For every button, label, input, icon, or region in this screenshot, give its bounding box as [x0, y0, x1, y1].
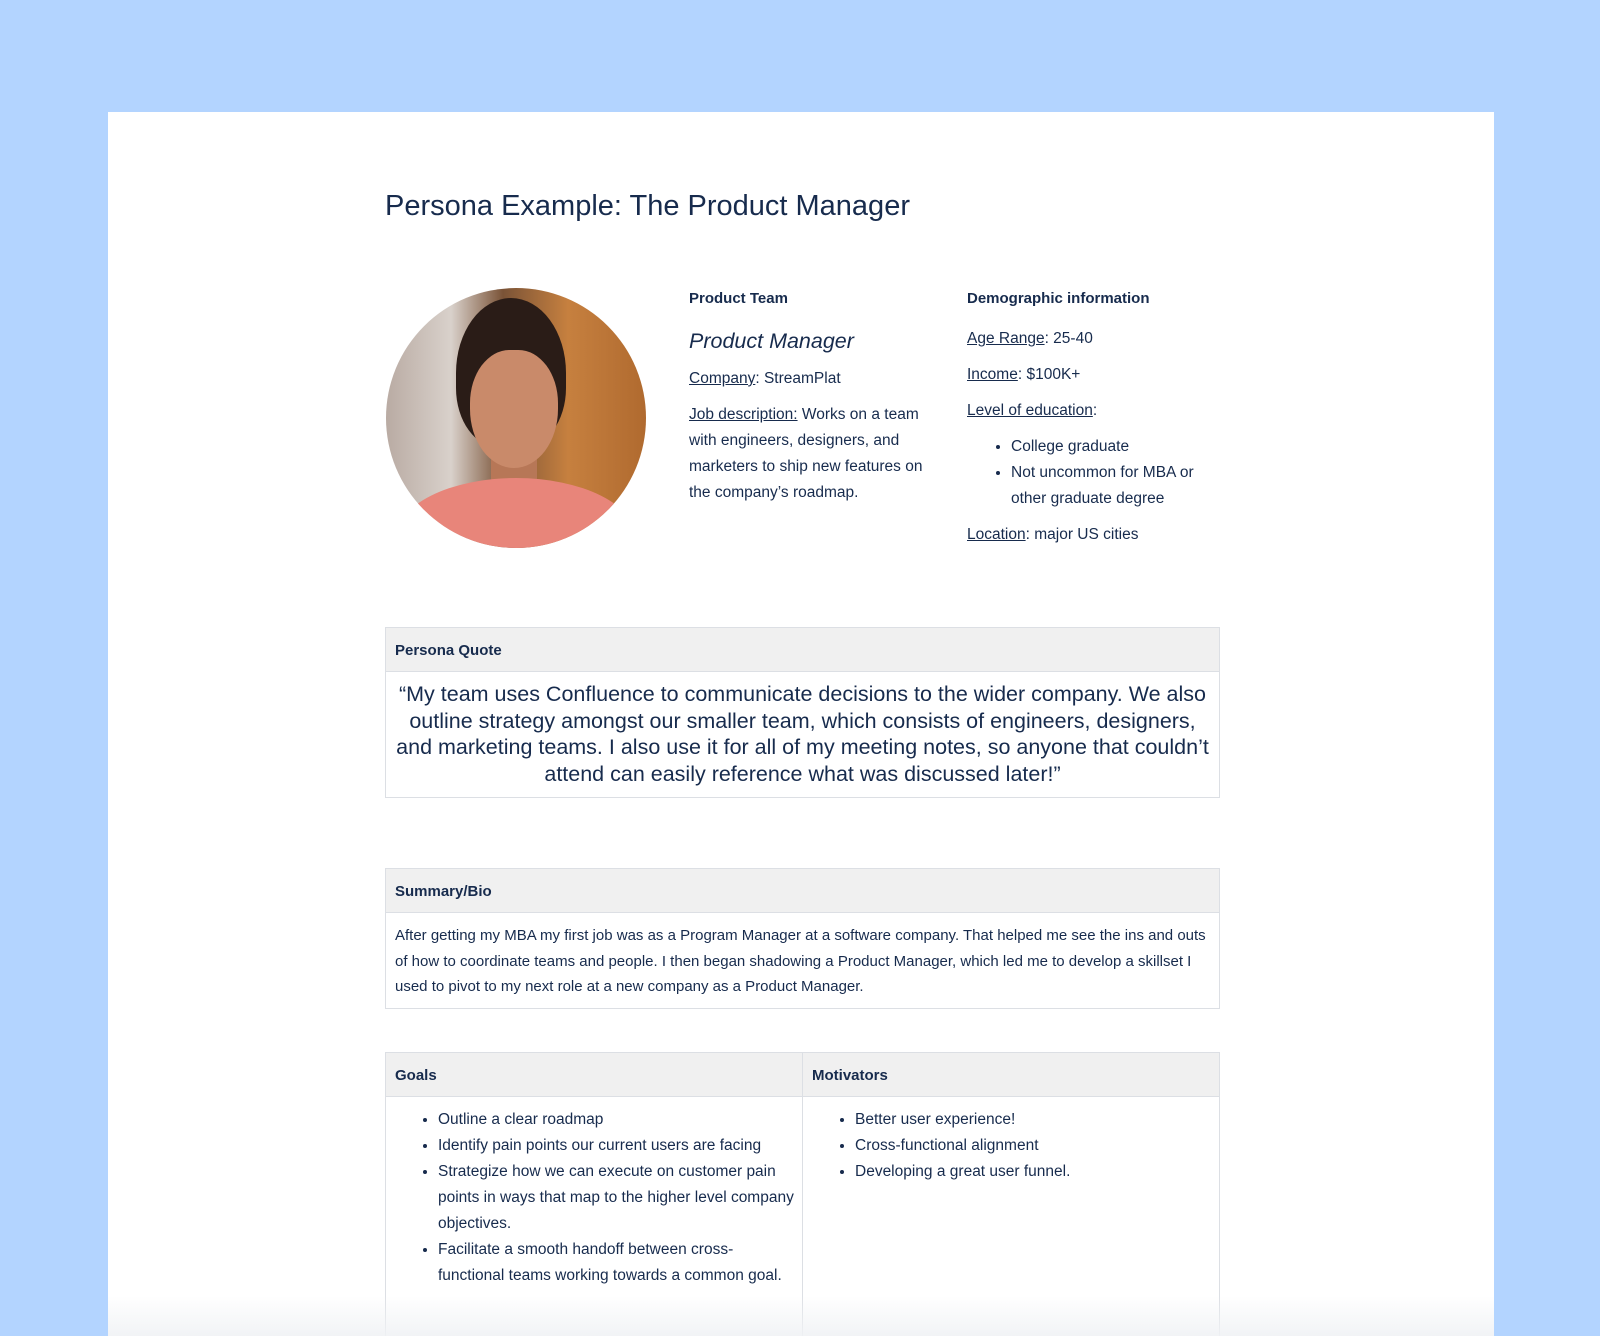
profile-column: [689, 286, 934, 516]
income-field: Income: $100K+: [967, 366, 1081, 383]
quote-text: “My team uses Confluence to communicate decisions to the wider company. We also outline strategy amongst our smaller team, which consists of engineers, designers, and marketing teams. I also use it for all of my meeting notes, so anyone that couldn’t attend can easily reference what was discussed later!”: [396, 682, 1209, 786]
list-item: • College graduate: [1011, 434, 1227, 460]
motivators-heading: Motivators: [803, 1053, 1219, 1097]
role-title: Product Manager: [689, 329, 854, 353]
quote-panel: [385, 627, 1220, 798]
bio-heading: Summary/Bio: [386, 869, 1219, 913]
demographics-heading: Demographic information: [967, 290, 1150, 307]
goals-motivators-table: [385, 1052, 1220, 1336]
company-field: Company: StreamPlat: [689, 370, 841, 387]
education-list: [967, 434, 1227, 512]
list-item: • Better user experience!: [855, 1107, 1211, 1133]
quote-heading: Persona Quote: [386, 628, 1219, 672]
goals-heading: Goals: [386, 1053, 802, 1097]
persona-photo: [386, 288, 646, 548]
list-item: • Identify pain points our current users are facing: [438, 1133, 794, 1159]
location-field: Location: major US cities: [967, 526, 1139, 543]
bio-panel: [385, 868, 1220, 1009]
age-field: Age Range: 25-40: [967, 330, 1093, 347]
list-item: • Strategize how we can execute on customer pain points in ways that map to the higher level company objectives.: [438, 1159, 794, 1237]
persona-page: [108, 112, 1494, 1336]
list-item: • Facilitate a smooth handoff between cross-functional teams working towards a common goal.: [438, 1237, 794, 1289]
list-item: • Not uncommon for MBA or other graduate degree: [1011, 460, 1227, 512]
demographics-column: [967, 286, 1227, 558]
motivators-column: [802, 1053, 1219, 1336]
list-item: • Developing a great user funnel.: [855, 1159, 1211, 1185]
list-item: • Cross-functional alignment: [855, 1133, 1211, 1159]
bio-text: After getting my MBA my first job was as a Program Manager at a software company. That helped me see the ins and outs of how to coordinate teams and people. I then began shadowing a Product Manager, which led me to develop a skillset I used to pivot to my next role at a new company as a Product Manager.: [395, 927, 1206, 995]
job-description-field: Job description: Works on a team with engineers, designers, and marketers to ship new features on the company’s roadmap.: [689, 406, 923, 501]
goals-column: [386, 1053, 802, 1336]
team-heading: Product Team: [689, 290, 788, 307]
page-title: Persona Example: The Product Manager: [385, 190, 910, 222]
list-item: • Outline a clear roadmap: [438, 1107, 794, 1133]
education-field: Level of education:: [967, 402, 1098, 419]
